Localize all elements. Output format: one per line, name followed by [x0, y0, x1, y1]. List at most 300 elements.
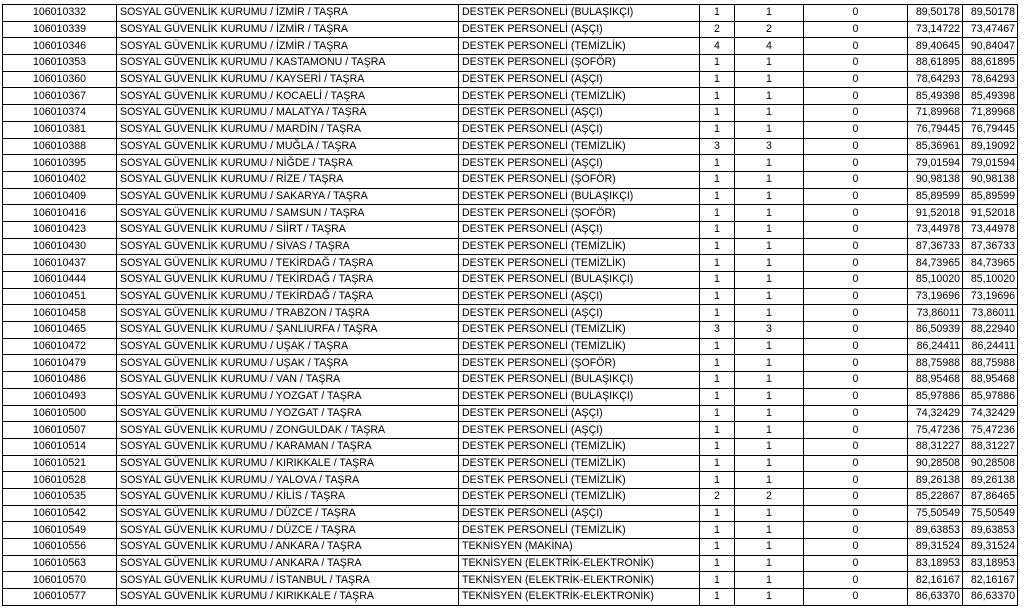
institution-cell: SOSYAL GÜVENLİK KURUMU / MALATYA / TAŞRA: [117, 105, 459, 122]
job-title-cell: DESTEK PERSONELİ (BULAŞIKÇI): [459, 188, 700, 205]
vacant-count-cell: 0: [804, 155, 908, 172]
vacant-count-cell: 0: [804, 322, 908, 339]
institution-cell: SOSYAL GÜVENLİK KURUMU / DÜZCE / TAŞRA: [117, 522, 459, 539]
min-score-cell: 89,50178: [908, 5, 963, 22]
placed-count-cell: 1: [735, 71, 804, 88]
min-score-cell: 89,26138: [908, 472, 963, 489]
quota-cell: 1: [700, 88, 735, 105]
vacant-count-cell: 0: [804, 422, 908, 439]
job-title-cell: DESTEK PERSONELİ (AŞÇI): [459, 71, 700, 88]
placed-count-cell: 1: [735, 272, 804, 289]
min-score-cell: 71,89968: [908, 105, 963, 122]
job-title-cell: DESTEK PERSONELİ (BULAŞIKÇI): [459, 5, 700, 22]
quota-cell: 1: [700, 589, 735, 606]
min-score-cell: 90,28508: [908, 455, 963, 472]
table-row: [3, 188, 1018, 205]
institution-cell: SOSYAL GÜVENLİK KURUMU / İZMİR / TAŞRA: [117, 38, 459, 55]
vacant-count-cell: 0: [804, 388, 908, 405]
max-score-cell: 73,44978: [963, 221, 1018, 238]
vacant-count-cell: 0: [804, 372, 908, 389]
vacant-count-cell: 0: [804, 272, 908, 289]
max-score-cell: 85,10020: [963, 272, 1018, 289]
max-score-cell: 75,50549: [963, 505, 1018, 522]
vacant-count-cell: 0: [804, 5, 908, 22]
table-row: [3, 555, 1018, 572]
position-code-cell: 106010493: [3, 388, 117, 405]
vacant-count-cell: 0: [804, 522, 908, 539]
table-row: [3, 255, 1018, 272]
job-title-cell: DESTEK PERSONELİ (BULAŞIKÇI): [459, 272, 700, 289]
placed-count-cell: 1: [735, 121, 804, 138]
placed-count-cell: 1: [735, 438, 804, 455]
vacant-count-cell: 0: [804, 355, 908, 372]
institution-cell: SOSYAL GÜVENLİK KURUMU / İZMİR / TAŞRA: [117, 21, 459, 38]
min-score-cell: 91,52018: [908, 205, 963, 222]
job-title-cell: DESTEK PERSONELİ (TEMİZLİK): [459, 522, 700, 539]
position-code-cell: 106010521: [3, 455, 117, 472]
vacant-count-cell: 0: [804, 505, 908, 522]
min-score-cell: 73,14722: [908, 21, 963, 38]
institution-cell: SOSYAL GÜVENLİK KURUMU / KASTAMONU / TAŞRA: [117, 55, 459, 72]
institution-cell: SOSYAL GÜVENLİK KURUMU / MUĞLA / TAŞRA: [117, 138, 459, 155]
job-title-cell: DESTEK PERSONELİ (AŞÇI): [459, 405, 700, 422]
position-code-cell: 106010360: [3, 71, 117, 88]
table-row: [3, 55, 1018, 72]
job-title-cell: DESTEK PERSONELİ (TEMİZLİK): [459, 338, 700, 355]
quota-cell: 2: [700, 21, 735, 38]
job-title-cell: DESTEK PERSONELİ (ŞOFÖR): [459, 55, 700, 72]
quota-cell: 1: [700, 121, 735, 138]
vacant-count-cell: 0: [804, 438, 908, 455]
quota-cell: 1: [700, 505, 735, 522]
table-row: [3, 488, 1018, 505]
min-score-cell: 88,61895: [908, 55, 963, 72]
quota-cell: 1: [700, 522, 735, 539]
institution-cell: SOSYAL GÜVENLİK KURUMU / MARDİN / TAŞRA: [117, 121, 459, 138]
position-code-cell: 106010514: [3, 438, 117, 455]
institution-cell: SOSYAL GÜVENLİK KURUMU / SAMSUN / TAŞRA: [117, 205, 459, 222]
placed-count-cell: 1: [735, 88, 804, 105]
table-row: [3, 21, 1018, 38]
job-title-cell: DESTEK PERSONELİ (TEMİZLİK): [459, 322, 700, 339]
placed-count-cell: 1: [735, 522, 804, 539]
min-score-cell: 89,31524: [908, 539, 963, 556]
position-code-cell: 106010339: [3, 21, 117, 38]
min-score-cell: 86,24411: [908, 338, 963, 355]
min-score-cell: 85,89599: [908, 188, 963, 205]
institution-cell: SOSYAL GÜVENLİK KURUMU / İSTANBUL / TAŞRA: [117, 572, 459, 589]
job-title-cell: DESTEK PERSONELİ (AŞÇI): [459, 155, 700, 172]
position-code-cell: 106010486: [3, 372, 117, 389]
institution-cell: SOSYAL GÜVENLİK KURUMU / RİZE / TAŞRA: [117, 171, 459, 188]
placed-count-cell: 1: [735, 155, 804, 172]
position-code-cell: 106010577: [3, 589, 117, 606]
quota-cell: 3: [700, 138, 735, 155]
job-title-cell: TEKNİSYEN (MAKİNA): [459, 539, 700, 556]
table-row: [3, 338, 1018, 355]
min-score-cell: 75,50549: [908, 505, 963, 522]
quota-cell: 1: [700, 71, 735, 88]
placed-count-cell: 1: [735, 572, 804, 589]
placed-count-cell: 1: [735, 422, 804, 439]
institution-cell: SOSYAL GÜVENLİK KURUMU / NİĞDE / TAŞRA: [117, 155, 459, 172]
table-row: [3, 355, 1018, 372]
vacant-count-cell: 0: [804, 255, 908, 272]
min-score-cell: 83,18953: [908, 555, 963, 572]
max-score-cell: 71,89968: [963, 105, 1018, 122]
max-score-cell: 73,19696: [963, 288, 1018, 305]
vacant-count-cell: 0: [804, 188, 908, 205]
institution-cell: SOSYAL GÜVENLİK KURUMU / TEKİRDAĞ / TAŞRA: [117, 272, 459, 289]
position-code-cell: 106010556: [3, 539, 117, 556]
min-score-cell: 73,19696: [908, 288, 963, 305]
position-code-cell: 106010388: [3, 138, 117, 155]
max-score-cell: 88,95468: [963, 372, 1018, 389]
quota-cell: 1: [700, 5, 735, 22]
placed-count-cell: 1: [735, 472, 804, 489]
quota-cell: 1: [700, 238, 735, 255]
quota-cell: 1: [700, 171, 735, 188]
max-score-cell: 82,16167: [963, 572, 1018, 589]
position-code-cell: 106010500: [3, 405, 117, 422]
max-score-cell: 90,28508: [963, 455, 1018, 472]
table-row: [3, 71, 1018, 88]
vacant-count-cell: 0: [804, 572, 908, 589]
max-score-cell: 88,61895: [963, 55, 1018, 72]
max-score-cell: 74,32429: [963, 405, 1018, 422]
placed-count-cell: 3: [735, 138, 804, 155]
institution-cell: SOSYAL GÜVENLİK KURUMU / YALOVA / TAŞRA: [117, 472, 459, 489]
job-title-cell: DESTEK PERSONELİ (AŞÇI): [459, 105, 700, 122]
table-row: [3, 5, 1018, 22]
table-row: [3, 372, 1018, 389]
min-score-cell: 79,01594: [908, 155, 963, 172]
placed-count-cell: 1: [735, 338, 804, 355]
max-score-cell: 89,31524: [963, 539, 1018, 556]
quota-cell: 4: [700, 38, 735, 55]
position-code-cell: 106010402: [3, 171, 117, 188]
institution-cell: SOSYAL GÜVENLİK KURUMU / YOZGAT / TAŞRA: [117, 405, 459, 422]
vacant-count-cell: 0: [804, 488, 908, 505]
institution-cell: SOSYAL GÜVENLİK KURUMU / ANKARA / TAŞRA: [117, 555, 459, 572]
job-title-cell: TEKNİSYEN (ELEKTRİK-ELEKTRONİK): [459, 555, 700, 572]
position-code-cell: 106010444: [3, 272, 117, 289]
max-score-cell: 76,79445: [963, 121, 1018, 138]
max-score-cell: 86,24411: [963, 338, 1018, 355]
institution-cell: SOSYAL GÜVENLİK KURUMU / ANKARA / TAŞRA: [117, 539, 459, 556]
job-title-cell: DESTEK PERSONELİ (AŞÇI): [459, 288, 700, 305]
vacant-count-cell: 0: [804, 55, 908, 72]
min-score-cell: 82,16167: [908, 572, 963, 589]
max-score-cell: 85,97886: [963, 388, 1018, 405]
quota-cell: 1: [700, 572, 735, 589]
position-code-cell: 106010423: [3, 221, 117, 238]
position-code-cell: 106010528: [3, 472, 117, 489]
job-title-cell: DESTEK PERSONELİ (BULAŞIKÇI): [459, 388, 700, 405]
min-score-cell: 88,31227: [908, 438, 963, 455]
min-score-cell: 78,64293: [908, 71, 963, 88]
job-title-cell: DESTEK PERSONELİ (TEMİZLİK): [459, 138, 700, 155]
min-score-cell: 85,97886: [908, 388, 963, 405]
min-score-cell: 86,50939: [908, 322, 963, 339]
position-code-cell: 106010409: [3, 188, 117, 205]
quota-cell: 1: [700, 455, 735, 472]
table-row: [3, 272, 1018, 289]
quota-cell: 1: [700, 372, 735, 389]
vacant-count-cell: 0: [804, 221, 908, 238]
institution-cell: SOSYAL GÜVENLİK KURUMU / TEKİRDAĞ / TAŞRA: [117, 288, 459, 305]
position-code-cell: 106010472: [3, 338, 117, 355]
job-title-cell: DESTEK PERSONELİ (AŞÇI): [459, 221, 700, 238]
position-code-cell: 106010570: [3, 572, 117, 589]
job-title-cell: DESTEK PERSONELİ (TEMİZLİK): [459, 238, 700, 255]
min-score-cell: 85,10020: [908, 272, 963, 289]
quota-cell: 1: [700, 405, 735, 422]
institution-cell: SOSYAL GÜVENLİK KURUMU / ŞANLIURFA / TAŞRA: [117, 322, 459, 339]
job-title-cell: DESTEK PERSONELİ (AŞÇI): [459, 422, 700, 439]
vacant-count-cell: 0: [804, 555, 908, 572]
quota-cell: 1: [700, 338, 735, 355]
table-row: [3, 522, 1018, 539]
position-code-cell: 106010535: [3, 488, 117, 505]
placed-count-cell: 1: [735, 388, 804, 405]
position-code-cell: 106010451: [3, 288, 117, 305]
position-code-cell: 106010374: [3, 105, 117, 122]
job-title-cell: DESTEK PERSONELİ (TEMİZLİK): [459, 38, 700, 55]
position-code-cell: 106010437: [3, 255, 117, 272]
max-score-cell: 85,49398: [963, 88, 1018, 105]
placed-count-cell: 1: [735, 372, 804, 389]
vacant-count-cell: 0: [804, 205, 908, 222]
quota-cell: 1: [700, 55, 735, 72]
vacant-count-cell: 0: [804, 305, 908, 322]
min-score-cell: 86,63370: [908, 589, 963, 606]
vacant-count-cell: 0: [804, 171, 908, 188]
table-row: [3, 138, 1018, 155]
position-code-cell: 106010465: [3, 322, 117, 339]
table-row: [3, 322, 1018, 339]
placed-count-cell: 1: [735, 539, 804, 556]
job-title-cell: DESTEK PERSONELİ (ŞOFÖR): [459, 205, 700, 222]
institution-cell: SOSYAL GÜVENLİK KURUMU / ZONGULDAK / TAŞRA: [117, 422, 459, 439]
min-score-cell: 85,49398: [908, 88, 963, 105]
placed-count-cell: 1: [735, 355, 804, 372]
quota-cell: 1: [700, 288, 735, 305]
position-code-cell: 106010430: [3, 238, 117, 255]
vacant-count-cell: 0: [804, 38, 908, 55]
position-code-cell: 106010381: [3, 121, 117, 138]
placed-count-cell: 2: [735, 21, 804, 38]
quota-cell: 1: [700, 438, 735, 455]
institution-cell: SOSYAL GÜVENLİK KURUMU / KARAMAN / TAŞRA: [117, 438, 459, 455]
job-title-cell: TEKNİSYEN (ELEKTRİK-ELEKTRONİK): [459, 589, 700, 606]
min-score-cell: 84,73965: [908, 255, 963, 272]
quota-cell: 1: [700, 188, 735, 205]
institution-cell: SOSYAL GÜVENLİK KURUMU / SAKARYA / TAŞRA: [117, 188, 459, 205]
job-title-cell: DESTEK PERSONELİ (AŞÇI): [459, 505, 700, 522]
placed-count-cell: 1: [735, 505, 804, 522]
table-row: [3, 38, 1018, 55]
position-code-cell: 106010353: [3, 55, 117, 72]
vacant-count-cell: 0: [804, 138, 908, 155]
institution-cell: SOSYAL GÜVENLİK KURUMU / TRABZON / TAŞRA: [117, 305, 459, 322]
max-score-cell: 88,75988: [963, 355, 1018, 372]
quota-cell: 1: [700, 105, 735, 122]
max-score-cell: 91,52018: [963, 205, 1018, 222]
max-score-cell: 87,36733: [963, 238, 1018, 255]
table-row: [3, 88, 1018, 105]
job-title-cell: DESTEK PERSONELİ (TEMİZLİK): [459, 88, 700, 105]
placed-count-cell: 3: [735, 322, 804, 339]
placed-count-cell: 1: [735, 55, 804, 72]
table-row: [3, 572, 1018, 589]
position-code-cell: 106010507: [3, 422, 117, 439]
institution-cell: SOSYAL GÜVENLİK KURUMU / UŞAK / TAŞRA: [117, 355, 459, 372]
table-body: [3, 5, 1018, 606]
institution-cell: SOSYAL GÜVENLİK KURUMU / SİVAS / TAŞRA: [117, 238, 459, 255]
placed-count-cell: 1: [735, 305, 804, 322]
min-score-cell: 87,36733: [908, 238, 963, 255]
placement-results-table: [2, 4, 1018, 606]
institution-cell: SOSYAL GÜVENLİK KURUMU / VAN / TAŞRA: [117, 372, 459, 389]
max-score-cell: 88,31227: [963, 438, 1018, 455]
placed-count-cell: 1: [735, 205, 804, 222]
table-row: [3, 171, 1018, 188]
table-row: [3, 539, 1018, 556]
max-score-cell: 89,63853: [963, 522, 1018, 539]
job-title-cell: DESTEK PERSONELİ (TEMİZLİK): [459, 255, 700, 272]
quota-cell: 2: [700, 488, 735, 505]
min-score-cell: 74,32429: [908, 405, 963, 422]
vacant-count-cell: 0: [804, 105, 908, 122]
max-score-cell: 73,47467: [963, 21, 1018, 38]
placed-count-cell: 1: [735, 171, 804, 188]
table-row: [3, 422, 1018, 439]
max-score-cell: 89,19092: [963, 138, 1018, 155]
vacant-count-cell: 0: [804, 405, 908, 422]
quota-cell: 1: [700, 221, 735, 238]
quota-cell: 1: [700, 155, 735, 172]
job-title-cell: DESTEK PERSONELİ (TEMİZLİK): [459, 438, 700, 455]
job-title-cell: DESTEK PERSONELİ (AŞÇI): [459, 121, 700, 138]
quota-cell: 1: [700, 472, 735, 489]
min-score-cell: 73,86011: [908, 305, 963, 322]
quota-cell: 1: [700, 388, 735, 405]
table-row: [3, 105, 1018, 122]
placed-count-cell: 1: [735, 221, 804, 238]
min-score-cell: 73,44978: [908, 221, 963, 238]
table-row: [3, 238, 1018, 255]
position-code-cell: 106010367: [3, 88, 117, 105]
table-row: [3, 288, 1018, 305]
placed-count-cell: 4: [735, 38, 804, 55]
max-score-cell: 89,26138: [963, 472, 1018, 489]
max-score-cell: 78,64293: [963, 71, 1018, 88]
placed-count-cell: 1: [735, 255, 804, 272]
table-row: [3, 205, 1018, 222]
quota-cell: 1: [700, 272, 735, 289]
max-score-cell: 90,84047: [963, 38, 1018, 55]
institution-cell: SOSYAL GÜVENLİK KURUMU / KAYSERİ / TAŞRA: [117, 71, 459, 88]
job-title-cell: DESTEK PERSONELİ (AŞÇI): [459, 21, 700, 38]
placed-count-cell: 1: [735, 238, 804, 255]
placed-count-cell: 1: [735, 589, 804, 606]
max-score-cell: 87,86465: [963, 488, 1018, 505]
institution-cell: SOSYAL GÜVENLİK KURUMU / KIRIKKALE / TAŞRA: [117, 455, 459, 472]
vacant-count-cell: 0: [804, 21, 908, 38]
min-score-cell: 89,40645: [908, 38, 963, 55]
placed-count-cell: 1: [735, 188, 804, 205]
quota-cell: 1: [700, 539, 735, 556]
vacant-count-cell: 0: [804, 121, 908, 138]
table-row: [3, 221, 1018, 238]
quota-cell: 1: [700, 255, 735, 272]
max-score-cell: 79,01594: [963, 155, 1018, 172]
max-score-cell: 90,98138: [963, 171, 1018, 188]
job-title-cell: DESTEK PERSONELİ (TEMİZLİK): [459, 455, 700, 472]
job-title-cell: DESTEK PERSONELİ (TEMİZLİK): [459, 472, 700, 489]
vacant-count-cell: 0: [804, 238, 908, 255]
institution-cell: SOSYAL GÜVENLİK KURUMU / KIRIKKALE / TAŞRA: [117, 589, 459, 606]
max-score-cell: 86,63370: [963, 589, 1018, 606]
min-score-cell: 89,63853: [908, 522, 963, 539]
job-title-cell: TEKNİSYEN (ELEKTRİK-ELEKTRONİK): [459, 572, 700, 589]
vacant-count-cell: 0: [804, 288, 908, 305]
placed-count-cell: 2: [735, 488, 804, 505]
quota-cell: 1: [700, 555, 735, 572]
vacant-count-cell: 0: [804, 88, 908, 105]
job-title-cell: DESTEK PERSONELİ (AŞÇI): [459, 305, 700, 322]
quota-cell: 3: [700, 322, 735, 339]
placed-count-cell: 1: [735, 455, 804, 472]
position-code-cell: 106010395: [3, 155, 117, 172]
table-row: [3, 455, 1018, 472]
quota-cell: 1: [700, 205, 735, 222]
table-row: [3, 405, 1018, 422]
position-code-cell: 106010549: [3, 522, 117, 539]
job-title-cell: DESTEK PERSONELİ (ŞOFÖR): [459, 171, 700, 188]
placed-count-cell: 1: [735, 5, 804, 22]
table-row: [3, 155, 1018, 172]
max-score-cell: 73,86011: [963, 305, 1018, 322]
table-row: [3, 589, 1018, 606]
max-score-cell: 88,22940: [963, 322, 1018, 339]
max-score-cell: 89,50178: [963, 5, 1018, 22]
max-score-cell: 83,18953: [963, 555, 1018, 572]
vacant-count-cell: 0: [804, 472, 908, 489]
vacant-count-cell: 0: [804, 589, 908, 606]
job-title-cell: DESTEK PERSONELİ (ŞOFÖR): [459, 355, 700, 372]
table-row: [3, 305, 1018, 322]
min-score-cell: 76,79445: [908, 121, 963, 138]
institution-cell: SOSYAL GÜVENLİK KURUMU / TEKİRDAĞ / TAŞRA: [117, 255, 459, 272]
vacant-count-cell: 0: [804, 455, 908, 472]
position-code-cell: 106010332: [3, 5, 117, 22]
institution-cell: SOSYAL GÜVENLİK KURUMU / DÜZCE / TAŞRA: [117, 505, 459, 522]
position-code-cell: 106010346: [3, 38, 117, 55]
min-score-cell: 88,75988: [908, 355, 963, 372]
institution-cell: SOSYAL GÜVENLİK KURUMU / YOZGAT / TAŞRA: [117, 388, 459, 405]
placed-count-cell: 1: [735, 105, 804, 122]
table-row: [3, 388, 1018, 405]
min-score-cell: 90,98138: [908, 171, 963, 188]
quota-cell: 1: [700, 305, 735, 322]
job-title-cell: DESTEK PERSONELİ (TEMİZLİK): [459, 488, 700, 505]
position-code-cell: 106010542: [3, 505, 117, 522]
placed-count-cell: 1: [735, 555, 804, 572]
table-row: [3, 505, 1018, 522]
institution-cell: SOSYAL GÜVENLİK KURUMU / UŞAK / TAŞRA: [117, 338, 459, 355]
